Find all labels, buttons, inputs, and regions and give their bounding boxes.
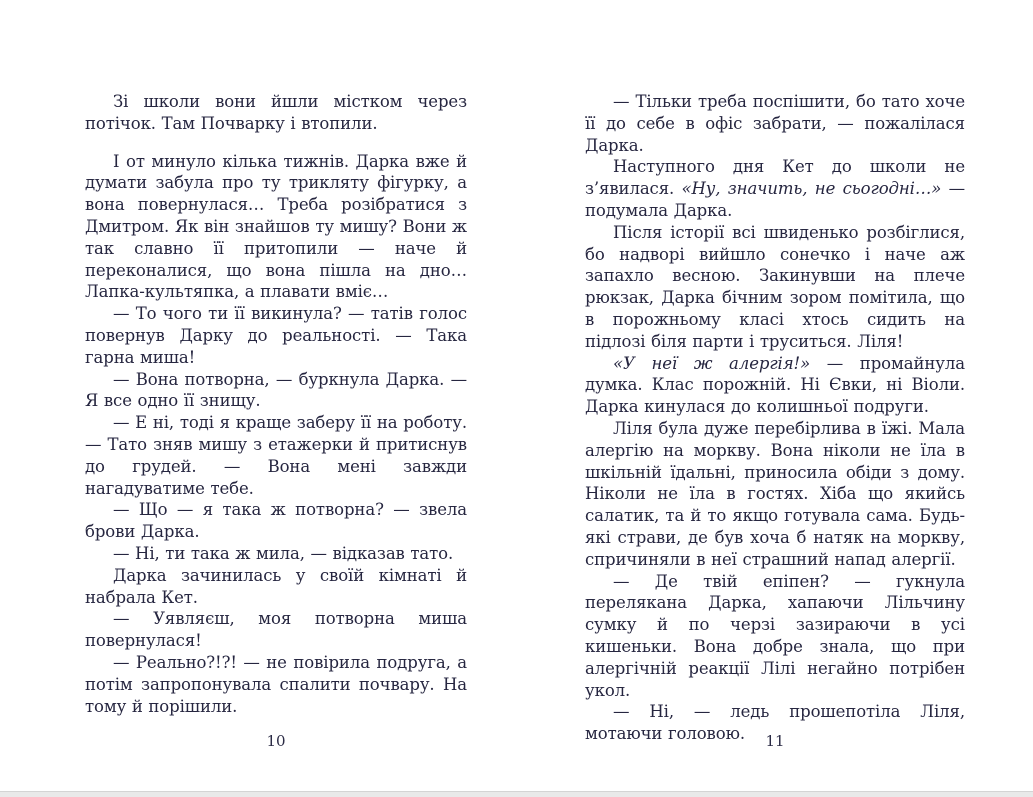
page-right [585,0,965,797]
text-run: Дарка зачинилась у своїй кімнаті й набрала Кет. [85,565,467,607]
text-run: — Тільки треба поспішити, бо тато хоче її до себе в офіс забрати, — пожалілася Дарка. [585,92,965,155]
page-left [85,0,467,797]
text-run: Після історії всі швиденько розбіглися, бо надворі вийшло сонечко і наче аж запахло весною. Закинувши на плече рюкзак, Дарка бічним зором помітила, що в порожньому класі хтось сидить на підлозі біля парти і труситься. Ліля! [585,222,965,351]
paragraph [85,543,467,565]
paragraph [585,353,965,418]
paragraph [85,652,467,717]
text-run: — Ні, ти така ж мила, — відказав тато. [113,543,454,563]
text-run-italic: «Ну, значить, не сьогодні…» [681,179,942,199]
text-run: — То чого ти її викинула? — татів голос повернув Дарку до реальності. — Така гарна миша! [85,304,467,367]
paragraph [85,369,467,413]
paragraph [85,608,467,652]
page-left-text [85,91,467,717]
text-run: — Що — я така ж потворна? — звела брови Дарка. [85,500,467,542]
paragraph [585,571,965,702]
paragraph [85,412,467,499]
text-run: Зі школи вони йшли містком через потічок. Там Почварку і втопили. [85,92,467,133]
paragraph [85,499,467,543]
text-run: — Е ні, тоді я краще заберу її на роботу. — Тато зняв мишу з етажерки й притиснув до грудей. — Вона мені завжди нагадуватиме тебе. [85,413,467,498]
page-number-right: 11 [765,732,785,750]
page-right-text [585,91,965,745]
paragraph [85,303,467,368]
text-run: — подумала Дарка. [585,179,965,220]
paragraph [585,156,965,221]
text-run: — Реально?!?! — не повірила подруга, а потім запропонувала спалити почвару. На тому й порішили. [85,652,467,716]
text-run: — Уявляєш, моя потворна миша повернулася! [85,609,467,651]
text-run: Ліля була дуже перебірлива в їжі. Мала алергію на моркву. Вона ніколи не їла в шкільній їдальні, приносила обіди з дому. Ніколи не їла в гостях. Хіба що якийсь салатик, та й то якщо готувала сама. Будь-які страви, де був хоча б натяк на моркву, спричиняли в неї страшний напад алергії. [585,418,965,569]
text-run-italic: «У неї ж алергія!» [613,353,811,373]
text-run: — Де твій епіпен? — гукнула перелякана Дарка, хапаючи Лільчину сумку й по черзі зазираючи в усі кишеньки. Вона добре знала, що при алергічній реакції Лілі негайно потрібен укол. [585,571,965,700]
text-run: І от минуло кілька тижнів. Дарка вже й думати забула про ту трикляту фігурку, а вона повернулася… Треба розібратися з Дмитром. Як він знайшов ту мишу? Вони ж так славно її притопили — наче й переконалися, що вона пішла на дно… Лапка-культяпка, а плавати вміє… [85,151,467,302]
text-run: — Вона потворна, — буркнула Дарка. — Я все одно її знищу. [85,369,467,411]
paragraph [85,91,467,135]
paragraph [585,418,965,571]
paragraph [585,222,965,353]
page-edge-divider [0,791,1033,797]
page-number-left: 10 [266,732,286,750]
text-run: Наступного дня Кет до школи не з’явилася. [585,157,965,199]
text-run: — Ні, — ледь прошепотіла Ліля, мотаючи головою. [585,702,965,744]
text-run: — промайнула думка. Клас порожній. Ні Євки, ні Віоли. Дарка кинулася до колишньої подруги. [585,353,965,417]
paragraph [585,91,965,156]
paragraph [85,151,467,304]
paragraph [85,565,467,609]
